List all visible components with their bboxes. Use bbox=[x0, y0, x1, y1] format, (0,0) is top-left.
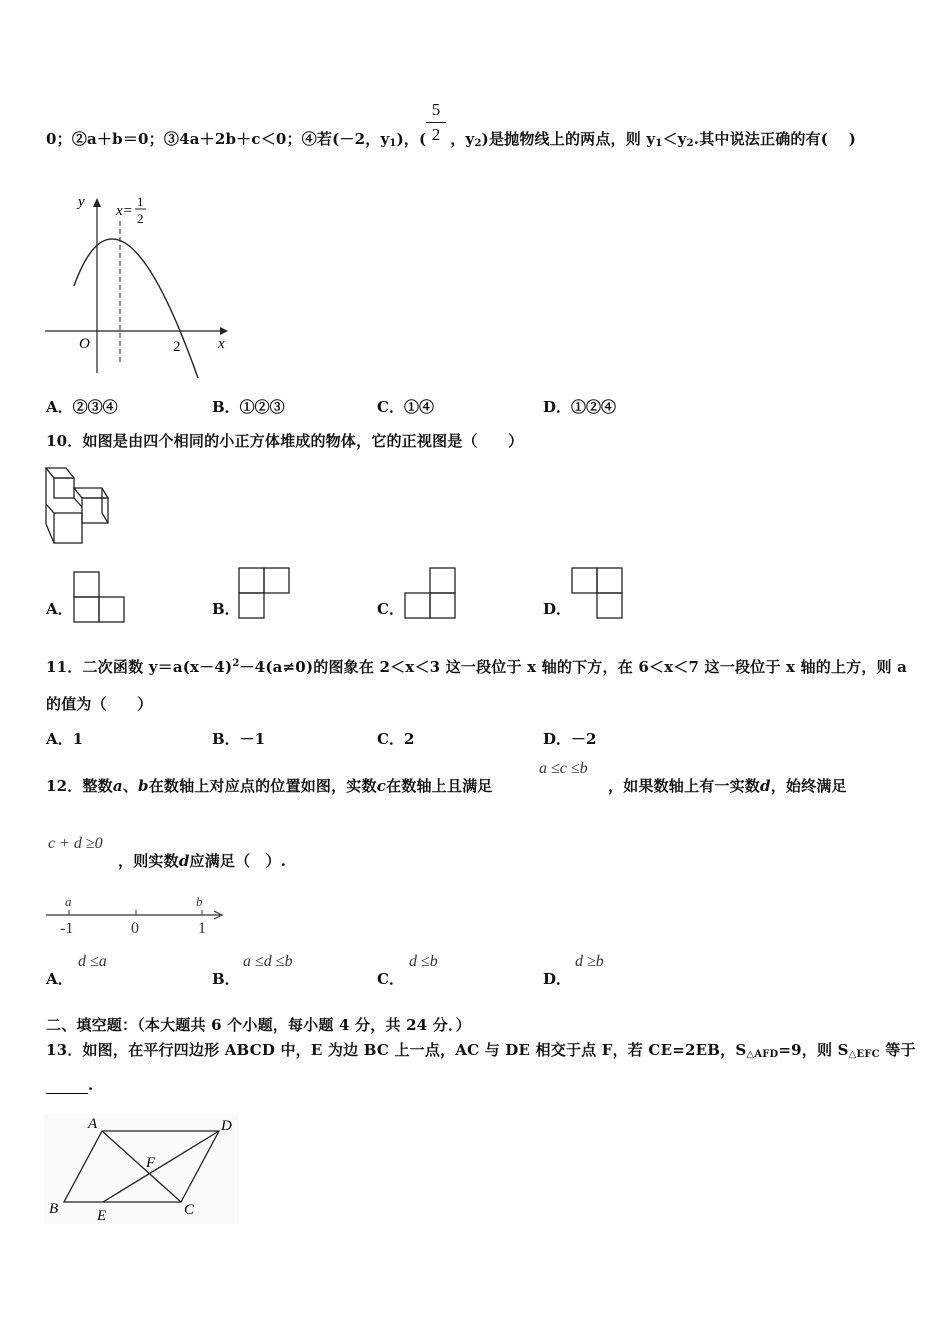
q12-var-d2: d bbox=[178, 852, 190, 870]
q12-condition: a ≤c ≤b bbox=[539, 760, 588, 777]
q9-root-label: 2 bbox=[173, 339, 181, 355]
q12-option-d-expr[interactable]: d ≥b bbox=[575, 953, 604, 970]
q10-option-c-label[interactable]: C． bbox=[377, 600, 404, 618]
q10-option-a-label[interactable]: A． bbox=[46, 600, 73, 618]
q11-stem bbox=[46, 656, 907, 677]
q9-stem-end: .其中说法正确的有( ) bbox=[693, 130, 857, 148]
q9-sub2: 2 bbox=[474, 138, 482, 149]
q9-y-arrow bbox=[93, 198, 101, 207]
q13-label-c: C bbox=[184, 1202, 195, 1218]
q12-stem-d: ，如果数轴上有一实数 bbox=[608, 777, 761, 795]
q9-lt: ＜y bbox=[662, 130, 687, 148]
q12-stem-e: ，始终满足 bbox=[770, 777, 847, 795]
q9-sub3: 1 bbox=[655, 138, 663, 149]
q10-option-a-view[interactable] bbox=[73, 571, 127, 623]
q12-option-b-label[interactable]: B． bbox=[212, 970, 240, 988]
q13-stem-c: 等于 bbox=[879, 1041, 916, 1059]
q12-option-c-expr[interactable]: d ≤b bbox=[409, 953, 438, 970]
q13-label-e: E bbox=[97, 1208, 107, 1224]
q9-option-c[interactable]: C．①④ bbox=[377, 398, 434, 416]
section2-title: 二、填空题：（本大题共 6 个小题，每小题 4 分，共 24 分．） bbox=[46, 1016, 471, 1034]
q10-option-d-view[interactable] bbox=[571, 567, 625, 619]
q12-var-c: c bbox=[376, 777, 387, 795]
q10-option-d-label[interactable]: D． bbox=[543, 600, 572, 618]
q12-stem-3 bbox=[118, 850, 286, 871]
q9-stem-right-a: ，y bbox=[450, 130, 475, 148]
q12-stem-c: 在数轴上且满足 bbox=[386, 777, 493, 795]
q12-option-c-label[interactable]: C． bbox=[377, 970, 404, 988]
q9-x-arrow bbox=[220, 327, 228, 335]
q10-option-c-view[interactable] bbox=[404, 567, 458, 619]
q12-sep: 、 bbox=[122, 777, 138, 795]
q10-option-b-label[interactable]: B． bbox=[212, 600, 240, 618]
q11-option-d[interactable]: D．－2 bbox=[543, 730, 597, 748]
q11-sup: 2 bbox=[232, 658, 240, 669]
q12-option-d-label[interactable]: D． bbox=[543, 970, 572, 988]
q13-label-d: D bbox=[221, 1118, 232, 1134]
q12-stem-a: 12．整数 bbox=[46, 777, 113, 795]
q11-option-c[interactable]: C．2 bbox=[377, 730, 415, 748]
q9-axis-eq-label: x= bbox=[116, 203, 133, 219]
q9-stem bbox=[46, 128, 856, 149]
q13-label-a: A bbox=[88, 1116, 98, 1132]
q9-axis-num: 1 bbox=[137, 194, 144, 209]
q12-number-line bbox=[44, 892, 229, 940]
q12-stem-2 bbox=[608, 775, 847, 796]
q9-axis-den: 2 bbox=[137, 211, 144, 226]
q13-parallelogram-figure bbox=[44, 1114, 239, 1224]
q11-option-b[interactable]: B．－1 bbox=[212, 730, 266, 748]
q13-label-b: B bbox=[49, 1201, 59, 1217]
q10-cube-figure bbox=[44, 466, 119, 548]
q9-option-a[interactable]: A．②③④ bbox=[46, 398, 118, 416]
q11-stem-line2: 的值为（ ） bbox=[46, 695, 153, 713]
q9-fraction bbox=[426, 100, 446, 145]
q12-tick-label-0: 0 bbox=[131, 920, 139, 937]
q12-stem-b: 在数轴上对应点的位置如图，实数 bbox=[148, 777, 377, 795]
q9-option-d[interactable]: D．①②④ bbox=[543, 398, 617, 416]
q11-option-a[interactable]: A．1 bbox=[46, 730, 84, 748]
q9-sub4: 2 bbox=[686, 138, 694, 149]
q13-sub1: △AFD bbox=[746, 1049, 779, 1060]
q13-end: . bbox=[88, 1076, 94, 1094]
q12-point-a: a bbox=[65, 894, 72, 909]
q9-mid: )，( bbox=[396, 130, 427, 148]
q9-option-b[interactable]: B．①②③ bbox=[212, 398, 285, 416]
q12-stem-g: 应满足（ ）. bbox=[189, 852, 287, 870]
q11-stem-a: 11．二次函数 y＝a(x－4) bbox=[46, 658, 233, 676]
q9-frac-num: 5 bbox=[431, 100, 441, 119]
q9-frac-den: 2 bbox=[431, 125, 441, 144]
q10-stem: 10．如图是由四个相同的小正方体堆成的物体，它的正视图是（ ） bbox=[46, 432, 524, 450]
q13-blank-line bbox=[46, 1076, 93, 1094]
q13-stem-a: 13．如图，在平行四边形 ABCD 中，E 为边 BC 上一点，AC 与 DE 相交于点 F，若 CE=2EB，S bbox=[46, 1041, 747, 1059]
q12-stem-f: ，则实数 bbox=[118, 852, 179, 870]
q12-var-a: a bbox=[112, 777, 123, 795]
q12-point-b: b bbox=[196, 894, 203, 909]
q12-tick-label-neg1: -1 bbox=[60, 920, 74, 937]
q9-origin-label: O bbox=[79, 336, 90, 352]
q12-condition-2: c + d ≥0 bbox=[48, 835, 103, 852]
q9-sub1: 1 bbox=[389, 138, 397, 149]
q9-stem-right-b: )是抛物线上的两点，则 y bbox=[481, 130, 656, 148]
q9-y-label: y bbox=[78, 194, 85, 210]
q13-answer-blank[interactable] bbox=[46, 1079, 88, 1094]
q9-x-label: x bbox=[218, 336, 225, 352]
q11-stem-b: －4(a≠0)的图象在 2＜x＜3 这一段位于 x 轴的下方，在 6＜x＜7 这一段位于 x 轴的上方，则 a bbox=[239, 658, 908, 676]
q12-var-b: b bbox=[138, 777, 149, 795]
q13-sub2: △EFC bbox=[848, 1049, 880, 1060]
q13-stem bbox=[46, 1039, 916, 1060]
q12-option-a-label[interactable]: A． bbox=[46, 970, 73, 988]
q13-label-f: F bbox=[146, 1155, 156, 1171]
q12-option-a-expr[interactable]: d ≤a bbox=[78, 953, 107, 970]
q9-parabola-graph bbox=[40, 188, 240, 378]
q12-var-d: d bbox=[760, 777, 771, 795]
q10-option-b-view[interactable] bbox=[238, 567, 292, 619]
q12-option-b-expr[interactable]: a ≤d ≤b bbox=[243, 953, 293, 970]
q9-stem-left: 0；②a＋b＝0；③4a＋2b＋c＜0；④若(－2，y bbox=[46, 130, 390, 148]
q9-parabola bbox=[74, 239, 198, 378]
q13-stem-b: =9，则 S bbox=[778, 1041, 849, 1059]
q12-stem bbox=[46, 775, 492, 796]
q12-tick-label-1: 1 bbox=[198, 920, 206, 937]
